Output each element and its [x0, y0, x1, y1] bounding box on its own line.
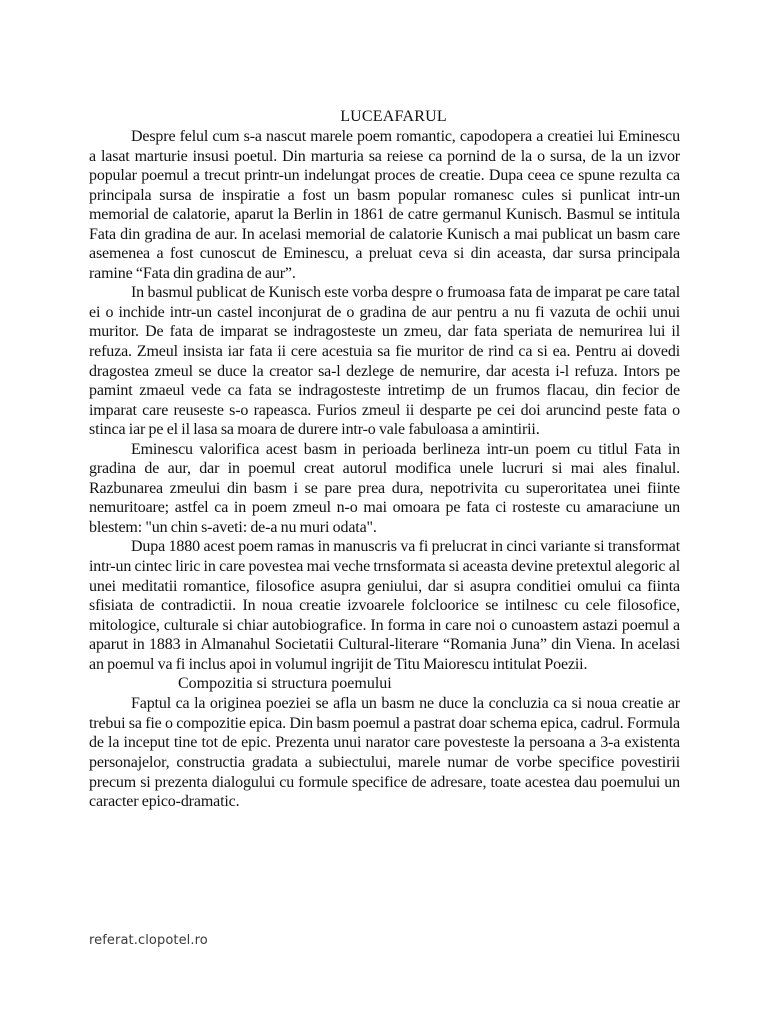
section-heading: Compozitia si structura poemului	[178, 675, 392, 693]
source-footer: referat.clopotel.ro	[89, 933, 208, 948]
paragraph-composition: Faptul ca la originea poeziei se afla un basm ne duce la concluzia ca si noua creatie ar trebui sa fie o compozitie epica. Din basm poemul a pastrat doar schema epica, cadrul. Formula de la inceput tine tot de epic. Prezenta unui narator care povesteste la persoana a 3-a existenta personajelor, constructia gradata a subiectului, marele numar de vorbe specifice povestirii precum si prezenta dialogului cu formule specifice de adresare, toate acestea dau poemului un caracter epico-dramatic.	[89, 695, 680, 811]
paragraph-berlin-poem: Eminescu valorifica acest basm in perioada berlineza intr-un poem cu titlul Fata in gradina de aur, dar in poemul creat autorul modifica unele lucruri si mai ales finalul. Razbunarea zmeului din basm i se pare prea dura, nepotrivita cu superoritatea unei fiinte nemuritoare; astfel ca in poem zmeul n-o mai omoara pe fata ci rosteste cu amaraciune un blestem: "un chin s-aveti: de-a nu muri odata".	[89, 440, 680, 536]
document-title: LUCEAFARUL	[340, 108, 447, 125]
paragraph-origin: Despre felul cum s-a nascut marele poem romantic, capodopera a creatiei lui Eminescu a lasat marturie insusi poetul. Din marturia sa reiese ca pornind de la o sursa, de la un izvor popular poemul a trecut printr-un indelungat proces de creatie. Dupa ceea ce spune rezulta ca principala sursa de inspiratie a fost un basm popular romanesc cules si punlicat intr-un memorial de calatorie, aparut la Berlin in 1861 de catre germanul Kunisch. Basmul se intitula Fata din gradina de aur. In acelasi memorial de calatorie Kunisch a mai publicat un basm care asemenea a fost cunoscut de Eminescu, a preluat ceva si din aceasta, dar sursa principala ramine “Fata din gradina de aur”.	[89, 128, 680, 282]
paragraph-kunisch-tale: In basmul publicat de Kunisch este vorba despre o frumoasa fata de imparat pe care tatal ei o inchide intr-un castel inconjurat de o gradina de aur pentru a nu fi vazuta de ochii unui muritor. De fata de imparat se indragosteste un zmeu, dar fata speriata de nemurirea lui il refuza. Zmeul insista iar fata ii cere acestuia sa fie muritor de rind ca si ea. Pentru ai dovedi dragostea zmeul se duce la creator sa-l dezlege de nemurire, dar acesta i-l refuza. Intors pe pamint zmaeul vede ca fata se indragosteste intretimp de un frumos flacau, din fecior de imparat care reuseste s-o rapeasca. Furios zmeul ii desparte pe cei doi aruncind peste fata o stinca iar pe el il lasa sa moara de durere intr-o vale fabuloasa a amintirii.	[89, 284, 680, 439]
document-body	[89, 106, 680, 812]
paragraph-variants: Dupa 1880 acest poem ramas in manuscris va fi prelucrat in cinci variante si transformat intr-un cintec liric in care povestea mai veche trnsformata si aceasta devine pretextul alegoric al unei meditatii romantice, filosofice asupra geniului, dar si asupra conditiei omului ca fiinta sfisiata de contradictii. In noua creatie izvoarele folcloorice se intilnesc cu cele filosofice, mitologice, culturale si chiar autobiografice. In forma in care noi o cunoastem astazi poemul a aparut in 1883 in Almanahul Societatii Cultural-literare “Romania Juna” din Viena. In acelasi an poemul va fi inclus apoi in volumul ingrijit de Titu Maiorescu intitulat Poezii.	[89, 538, 680, 673]
